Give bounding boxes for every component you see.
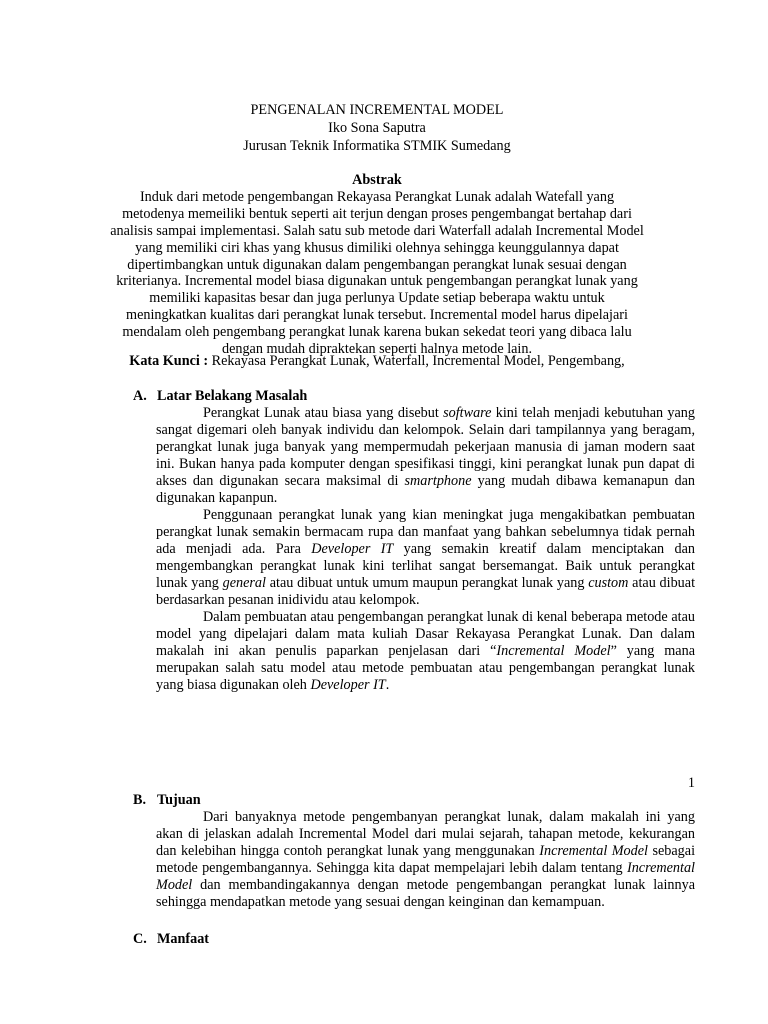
section-heading-latar-belakang bbox=[133, 388, 307, 405]
text-run: Dari banyaknya metode pengembanyan perangkat lunak, dalam makalah ini yang akan di jelaskan adalah Incremental Model dari mulai sejarah, tahapan metode, kekurangan dan kelebihan hingga contoh perangkat lunak yang menggunakan bbox=[156, 809, 695, 859]
section-body-tujuan bbox=[156, 809, 695, 911]
text-run: yang semakin kreatif dalam menciptakan dan mengembangkan perangkat lunak kini terlihat sangat bersemangat. Baik untuk perangkat lunak yang bbox=[156, 541, 695, 591]
section-title: Manfaat bbox=[157, 931, 210, 947]
paragraph bbox=[156, 809, 695, 911]
abstract-line: dengan mudah dipraktekan seperti halnya metode lain. bbox=[221, 341, 533, 358]
section-letter: B. bbox=[133, 792, 147, 808]
italic-run: Developer IT bbox=[310, 677, 386, 693]
text-run: atau dibuat berdasarkan pesanan inidividu atau kelompok. bbox=[156, 575, 696, 608]
section-letter: C. bbox=[133, 931, 147, 947]
author-affiliation: Jurusan Teknik Informatika STMIK Sumedang bbox=[243, 138, 511, 154]
keywords-text: Rekayasa Perangkat Lunak, Waterfall, Incremental Model, Pengembang, bbox=[208, 353, 625, 369]
section-title: Latar Belakang Masalah bbox=[157, 388, 308, 404]
italic-run: Incremental Model bbox=[156, 860, 695, 893]
abstract-line: kriterianya. Incremental model biasa digunakan untuk pengembangan perangkat lunak yang bbox=[116, 273, 638, 290]
abstract-line: meningkatkan kualitas dari perangkat lunak tersebut. Incremental model harus dipelajari bbox=[126, 307, 628, 324]
abstract-line: analisis sampai implementasi. Salah satu sub metode dari Waterfall adalah Incremental Model bbox=[110, 222, 644, 239]
paragraph bbox=[156, 507, 695, 609]
section-heading-tujuan bbox=[133, 792, 201, 809]
italic-run: Developer IT bbox=[311, 541, 394, 557]
text-run: yang mudah dibawa kemanapun dan digunakan kapanpun. bbox=[156, 473, 695, 506]
text-run: kini telah menjadi kebutuhan yang sangat digemari oleh banyak individu dan kelompok. Selain dari tampilannya yang beragam, perangkat lunak juga banyak yang mempermudah pekerjaan manusia di jaman modern saat ini. Bukan hanya pada komputer dengan spesifikasi tinggi, kini perangkat lunak pun dapat di akses dan digunakan secara maksimal di bbox=[156, 405, 695, 489]
italic-run: smartphone bbox=[404, 473, 472, 489]
text-run: Dalam pembuatan atau pengembangan perangkat lunak di kenal beberapa metode atau model yang dipelajari dalam mata kuliah Dasar Rekayasa Perangkat Lunak. Dan dalam makalah ini akan penulis paparkan penjelasan dari “ bbox=[156, 609, 695, 659]
section-letter: A. bbox=[133, 388, 147, 404]
text-run: Penggunaan perangkat lunak yang kian meningkat juga mengakibatkan pembuatan perangkat lunak semakin bermacam rupa dan manfaat yang bahkan sebelumnya tidak pernah ada menjadi ada. Para bbox=[156, 507, 695, 557]
paragraph bbox=[156, 609, 695, 694]
abstract-line: metodenya memeiliki bentuk seperti ait terjun dengan proses pengembangat bertahap dari bbox=[122, 205, 632, 222]
text-run: atau dibuat untuk umum maupun perangkat lunak yang bbox=[265, 575, 589, 591]
section-title: Tujuan bbox=[157, 792, 201, 808]
italic-run: Incremental Model bbox=[496, 643, 611, 659]
abstract-line: memiliki kapasitas besar dan juga perlunya Update setiap beberapa waktu untuk bbox=[149, 290, 605, 307]
keywords bbox=[100, 353, 654, 370]
text-run: dan membandingakannya dengan metode pengembangan perangkat lunak lainnya sehingga mendapatkan metode yang sesuai dengan keinginan dan kemampuan. bbox=[156, 877, 695, 910]
abstract-heading: Abstrak bbox=[352, 172, 402, 188]
text-run: sebagai metode pengembangannya. Sehingga kita dapat mempelajari lebih dalam tentang bbox=[156, 843, 696, 876]
italic-run: custom bbox=[588, 575, 629, 591]
italic-run: Incremental Model bbox=[539, 843, 648, 859]
italic-run: software bbox=[443, 405, 492, 421]
page-number: 1 bbox=[687, 775, 695, 791]
document-header bbox=[100, 101, 654, 155]
italic-run: general bbox=[222, 575, 266, 591]
document-title: PENGENALAN INCREMENTAL MODEL bbox=[250, 102, 504, 118]
abstract bbox=[100, 172, 654, 358]
section-heading-manfaat bbox=[133, 931, 209, 948]
section-body-latar-belakang bbox=[156, 405, 695, 694]
abstract-line: dipertimbangkan untuk digunakan dalam pengembangan perangkat lunak sesuai dengan bbox=[127, 256, 627, 273]
abstract-line: yang memiliki ciri khas yang khusus dimiliki olehnya sehingga keunggulannya dapat bbox=[135, 239, 619, 256]
text-run: . bbox=[385, 677, 390, 693]
abstract-line: mendalam oleh pengembang perangkat lunak karena bukan sekedat teori yang dibaca lalu bbox=[122, 324, 632, 341]
author-name: Iko Sona Saputra bbox=[328, 120, 426, 136]
text-run: Perangkat Lunak atau biasa yang disebut bbox=[203, 405, 444, 421]
paragraph bbox=[156, 405, 695, 507]
keywords-label: Kata Kunci : bbox=[129, 353, 209, 369]
text-run: ” yang mana merupakan salah satu model atau metode pembuatan atau pengembangan perangkat lunak yang biasa digunakan oleh bbox=[156, 643, 695, 693]
abstract-line: Induk dari metode pengembangan Rekayasa Perangkat Lunak adalah Watefall yang bbox=[139, 188, 615, 205]
